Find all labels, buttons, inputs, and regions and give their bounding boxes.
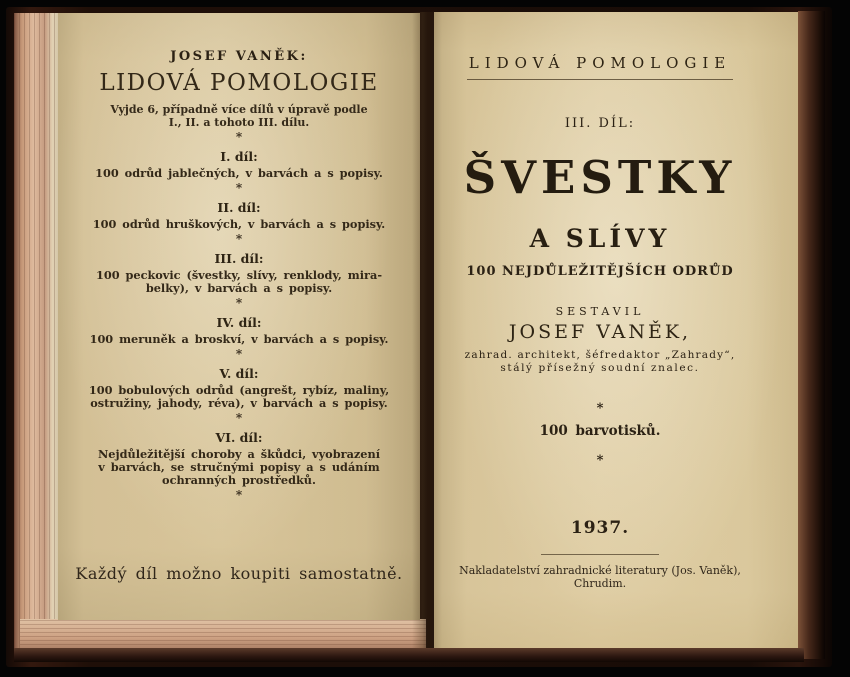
publisher-lines: [434, 564, 766, 590]
star-divider: *: [235, 181, 243, 195]
publication-year: 1937.: [570, 518, 630, 538]
edition-note: 100 NEJDŮLEŽITĚJŠÍCH ODRŮD: [466, 264, 734, 279]
series-title: [434, 54, 766, 80]
title-page-content: [434, 12, 766, 656]
star-divider: *: [596, 453, 604, 468]
volume-line: ochranných prostředků.: [162, 473, 316, 487]
series-title-text: LIDOVÁ POMOLOGIE: [467, 54, 734, 80]
volume-line: 100 bobulových odrůd (angrešt, rybíz, maliny,: [88, 383, 390, 397]
publisher-line: Chrudim.: [573, 577, 627, 590]
publisher-line: Nakladatelství zahradnické literatury (Jos. Vaněk),: [459, 564, 741, 577]
volume-line: 100 odrůd jablečných, v barvách a s popisy.: [95, 166, 383, 180]
volume-line: 100 peckovic (švestky, slívy, renklody, mira-: [95, 268, 383, 282]
volume-heading: III. díl:: [214, 251, 264, 266]
volume-line: ostružiny, jahody, réva), v barvách a s popisy.: [90, 396, 388, 410]
book-subtitle: A SLÍVY: [529, 224, 671, 253]
cover-edge-bottom: [14, 648, 804, 662]
left-volumes-list: [66, 103, 412, 503]
author-name: JOSEF VANĚK,: [508, 321, 692, 343]
author-title-line: zahrad. architekt, šéfredaktor „Zahrady“,: [464, 349, 736, 361]
cover-edge-right: [798, 11, 825, 659]
page-block-fore-edge-left: [14, 13, 58, 655]
star-divider: *: [235, 411, 243, 425]
publisher-rule: [541, 554, 659, 555]
compiled-by-label: SESTAVIL: [555, 305, 645, 318]
volume-heading: IV. díl:: [216, 315, 262, 330]
volume-heading: V. díl:: [219, 366, 259, 381]
volume-line: 100 meruněk a broskví, v barvách a s popisy.: [89, 332, 389, 346]
left-author-line: JOSEF VANĚK:: [170, 49, 308, 64]
star-divider: *: [235, 130, 243, 144]
star-divider: *: [235, 347, 243, 361]
volume-heading: I. díl:: [220, 149, 258, 164]
note-line: Vyjde 6, případně více dílů v úpravě podle: [110, 103, 368, 116]
star-divider: *: [235, 232, 243, 246]
book-title: ŠVESTKY: [463, 151, 737, 204]
star-divider: *: [235, 488, 243, 502]
volume-line: 100 odrůd hruškových, v barvách a s popisy.: [92, 217, 386, 231]
part-label: III. DÍL:: [564, 116, 636, 131]
left-page: [58, 13, 420, 620]
volume-heading: VI. díl:: [215, 430, 263, 445]
volume-line: belky), v barvách a s popisy.: [145, 281, 333, 295]
left-footer-note: Každý díl možno koupiti samostatně.: [75, 564, 403, 583]
color-plates-note: 100 barvotisků.: [539, 423, 661, 439]
volume-line: v barvách, se stručnými popisy a s udáním: [98, 460, 380, 474]
star-divider: *: [596, 401, 604, 416]
left-series-title: LIDOVÁ POMOLOGIE: [99, 70, 379, 96]
star-divider: *: [235, 296, 243, 310]
volume-line: Nejdůležitější choroby a škůdci, vyobrazení: [97, 447, 380, 461]
note-line: I., II. a tohoto III. dílu.: [168, 116, 310, 129]
volume-heading: II. díl:: [217, 200, 261, 215]
right-page: [434, 12, 798, 656]
author-title-line: stálý přísežný soudní znalec.: [500, 362, 700, 374]
